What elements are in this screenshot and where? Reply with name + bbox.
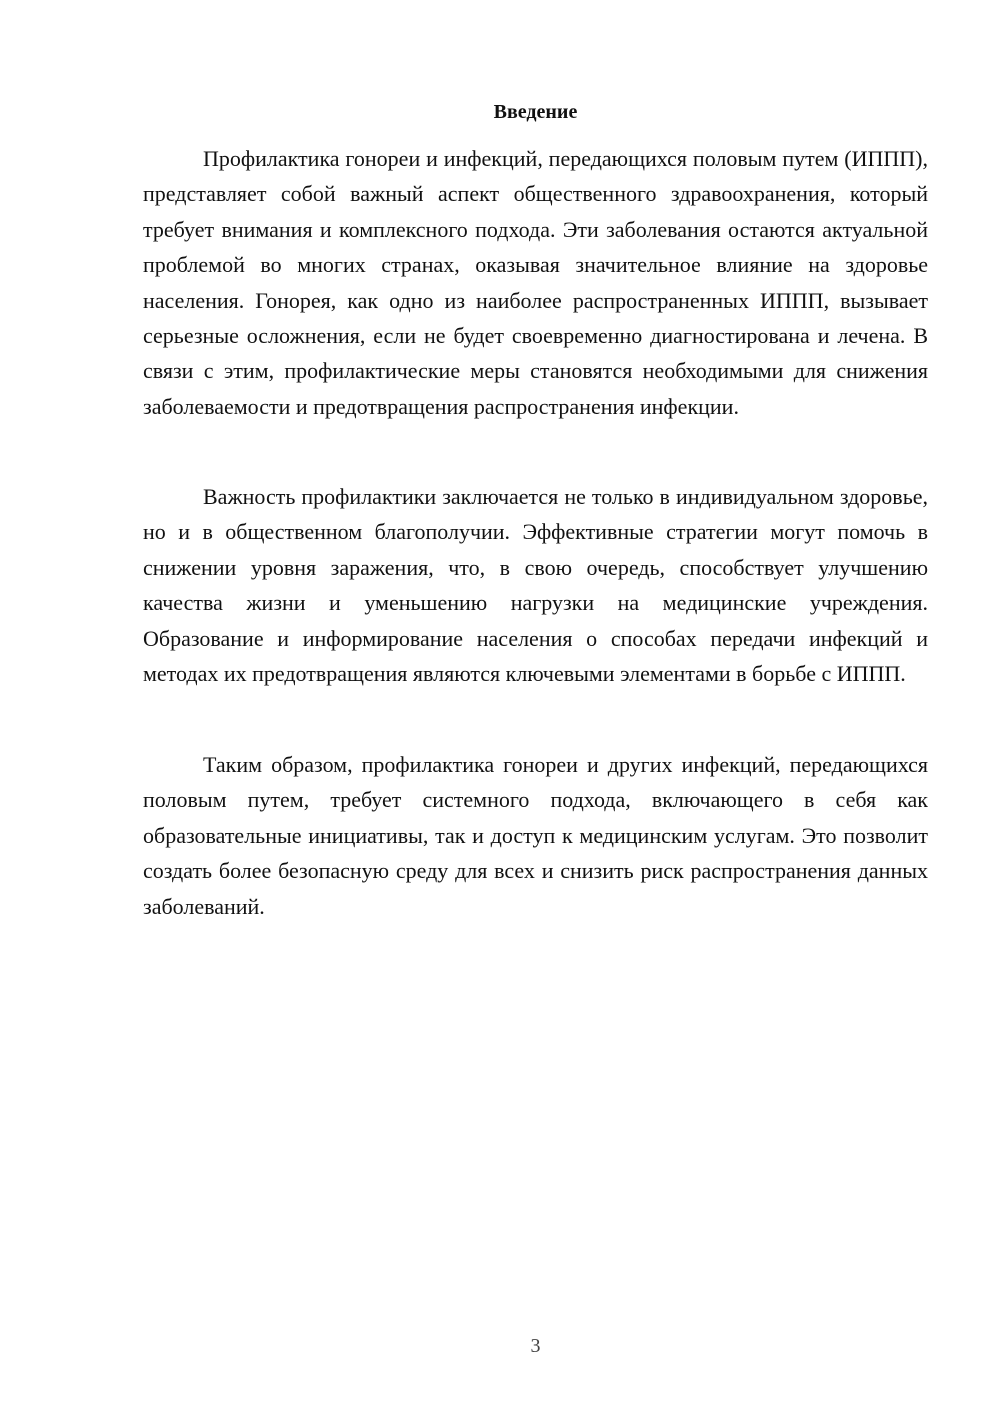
page-number: 3 — [530, 1335, 541, 1357]
paragraph-2: Важность профилактики заключается не только в индивидуальном здоровье, но и в общественном благополучии. Эффективные стратегии могут помочь в снижении уровня заражения, что, в свою очередь, способствует улучшению качества жизни и уменьшению нагрузки на медицинские учреждения. Образование и информирование населения о способах передачи инфекций и методах их предотвращения являются ключевыми элементами в борьбе с ИППП. — [143, 484, 928, 687]
section-title: Введение — [493, 101, 578, 123]
paragraph-3: Таким образом, профилактика гонореи и других инфекций, передающихся половым путем, требует системного подхода, включающего в себя как образовательные инициативы, так и доступ к медицинским услугам. Это позволит создать более безопасную среду для всех и снизить риск распространения данных заболеваний. — [143, 752, 928, 919]
paragraph-1: Профилактика гонореи и инфекций, передающихся половым путем (ИППП), представляет собой важный аспект общественного здравоохранения, который требует внимания и комплексного подхода. Эти заболевания остаются актуальной проблемой во многих странах, оказывая значительное влияние на здоровье населения. Гонорея, как одно из наиболее распространенных ИППП, вызывает серьезные осложнения, если не будет своевременно диагностирована и лечена. В связи с этим, профилактические меры становятся необходимыми для снижения заболеваемости и предотвращения распространения инфекции. — [143, 146, 928, 419]
